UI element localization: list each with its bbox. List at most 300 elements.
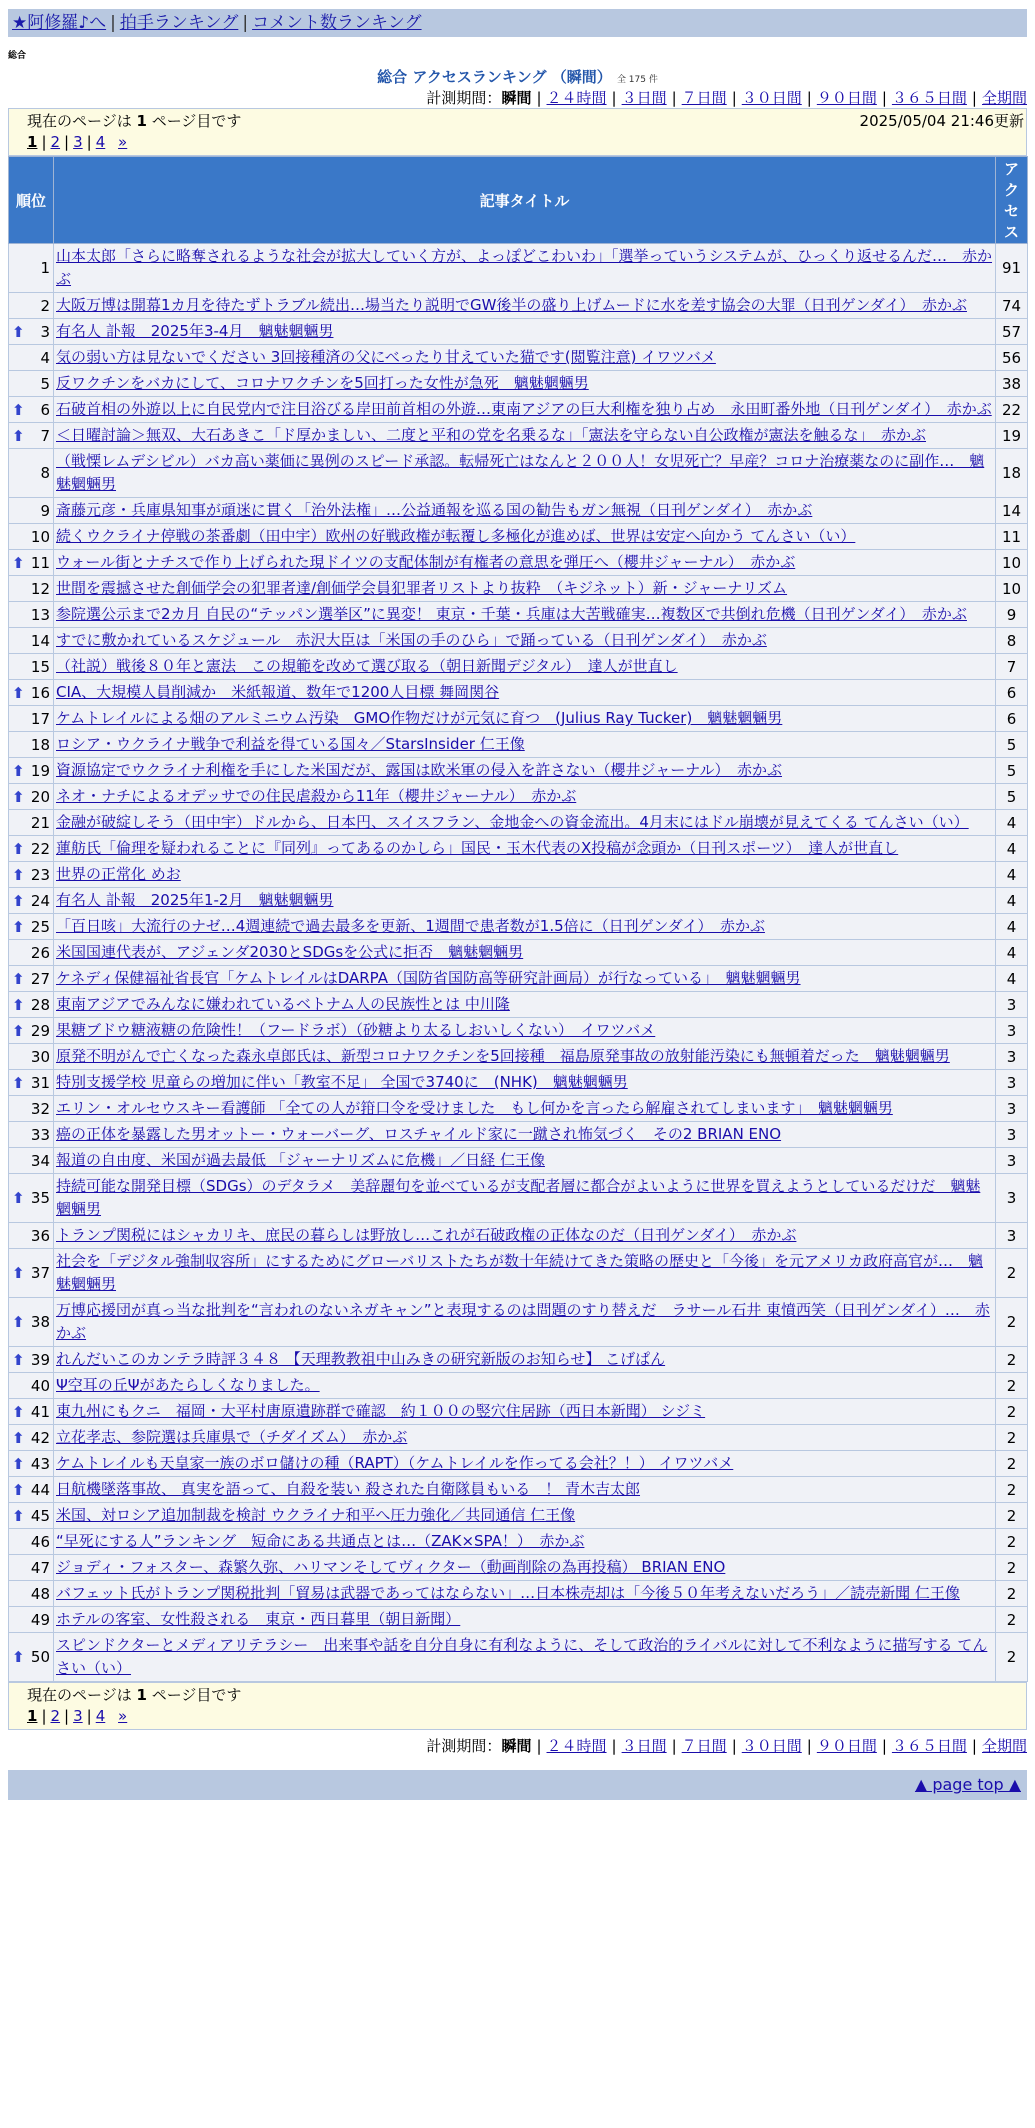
rank-cell — [9, 371, 54, 397]
page-separator: | — [64, 1707, 70, 1725]
access-count: 2 — [996, 1555, 1028, 1581]
access-count: 3 — [996, 1018, 1028, 1044]
rank-number: 36 — [30, 1226, 50, 1245]
home-link[interactable]: ★阿修羅♪へ — [12, 13, 107, 33]
table-row — [9, 784, 1028, 810]
rank-cell — [9, 1373, 54, 1399]
period-label: 計測期間： — [426, 89, 502, 107]
article-link[interactable]: 癌の正体を暴露した男オットー・ウォーバーグ、ロスチャイルド家に一蹴され怖気づく その2 BRIAN ENO — [56, 1125, 782, 1143]
page-status: 現在のページは 1 ページ目です — [27, 112, 242, 130]
table-row — [9, 423, 1028, 449]
rank-cell — [9, 423, 54, 449]
table-row — [9, 1425, 1028, 1451]
page-separator: | — [86, 1707, 92, 1725]
article-link[interactable]: Ψ空耳の丘Ψがあたらしくなりました。 — [56, 1376, 320, 1394]
article-link[interactable]: ウォール街とナチスで作り上げられた現ドイツの支配体制が有権者の意思を弾圧へ（櫻井ジャーナル） 赤かぶ — [56, 553, 796, 571]
access-count: 2 — [996, 1607, 1028, 1633]
table-row — [9, 498, 1028, 524]
rank-number: 37 — [30, 1264, 50, 1282]
up-arrow-icon: ⬆ — [12, 969, 25, 988]
access-count: 4 — [996, 966, 1028, 992]
article-link[interactable]: 蓮舫氏「倫理を疑われることに『同列』ってあるのかしら」国民・玉木代表のX投稿が念頭か（日刊スポーツ） 達人が世直し — [56, 839, 899, 857]
up-arrow-icon: ⬆ — [12, 553, 25, 572]
access-count: 4 — [996, 914, 1028, 940]
period-link[interactable]: ３０日間 — [741, 89, 802, 107]
page-title-text: 総合 アクセスランキング （瞬間） — [377, 68, 612, 86]
rank-cell — [9, 397, 54, 423]
rank-cell — [9, 1399, 54, 1425]
table-row — [9, 1018, 1028, 1044]
title-cell — [54, 810, 996, 836]
rank-cell — [9, 1070, 54, 1096]
rank-number: 40 — [30, 1376, 50, 1395]
article-link[interactable]: 果糖ブドウ糖液糖の危険性！（フードラボ）（砂糖より太るしおいしくない） イワツバメ — [56, 1021, 656, 1039]
title-cell — [54, 345, 996, 371]
access-count: 8 — [996, 628, 1028, 654]
clap-ranking-link[interactable]: 拍手ランキング — [119, 13, 239, 33]
period-separator: | — [536, 1737, 542, 1755]
rank-cell — [9, 784, 54, 810]
up-arrow-icon: ⬆ — [12, 1428, 25, 1447]
article-link[interactable]: 日航機墜落事故、 真実を語って、自殺を装い 殺された自衛隊員もいる ！ 青木吉太郎 — [56, 1480, 641, 1498]
up-arrow-icon: ⬆ — [12, 1264, 25, 1282]
rank-cell — [9, 524, 54, 550]
title-cell — [54, 602, 996, 628]
access-count: 91 — [996, 244, 1028, 293]
rank-cell — [9, 628, 54, 654]
rank-number: 26 — [30, 943, 50, 962]
up-arrow-icon: ⬆ — [12, 1480, 25, 1499]
table-row — [9, 345, 1028, 371]
article-link[interactable]: 石破首相の外遊以上に自民党内で注目浴びる岸田前首相の外遊…東南アジアの巨大利権を独り占め 永田町番外地（日刊ゲンダイ） 赤かぶ — [56, 400, 992, 418]
page-separator: | — [64, 133, 70, 151]
access-count: 2 — [996, 1425, 1028, 1451]
comment-ranking-link[interactable]: コメント数ランキング — [252, 13, 422, 33]
article-link[interactable]: 斎藤元彦・兵庫県知事が頑迷に貫く「治外法権」…公益通報を巡る国の勧告もガン無視（日刊ゲンダイ） 赤かぶ — [56, 501, 813, 519]
access-count: 10 — [996, 550, 1028, 576]
article-link[interactable]: ネオ・ナチによるオデッサでの住民虐殺から11年（櫻井ジャーナル） 赤かぶ — [56, 787, 577, 805]
period-link[interactable]: ２４時間 — [546, 89, 607, 107]
pager-top — [8, 108, 1027, 156]
period-link[interactable]: ３６５日間 — [891, 1737, 967, 1755]
table-row — [9, 244, 1028, 293]
table-row — [9, 1223, 1028, 1249]
rank-cell — [9, 1529, 54, 1555]
title-cell — [54, 397, 996, 423]
access-header: アクセス — [996, 157, 1028, 244]
up-arrow-icon: ⬆ — [12, 1648, 25, 1666]
rank-cell — [9, 836, 54, 862]
rank-cell — [9, 1503, 54, 1529]
period-link[interactable]: ９０日間 — [816, 89, 877, 107]
up-arrow-icon: ⬆ — [12, 761, 25, 780]
access-count: 2 — [996, 1477, 1028, 1503]
rank-cell — [9, 1581, 54, 1607]
table-row — [9, 576, 1028, 602]
title-cell — [54, 1425, 996, 1451]
page-top-link[interactable]: ▲ page top ▲ — [914, 1775, 1021, 1794]
up-arrow-icon: ⬆ — [12, 1189, 25, 1207]
article-link[interactable]: 山本太郎「さらに略奪されるような社会が拡大していく方が、よっぽどこわいわ」「選挙っていうシステムが、ひっくり返せるんだ… 赤かぶ — [56, 247, 993, 288]
article-link[interactable]: 反ワクチンをバカにして、コロナワクチンを5回打った女性が急死 魑魅魍魎男 — [56, 374, 589, 392]
article-link[interactable]: ホテルの客室、女性殺される 東京・西日暮里（朝日新聞） — [56, 1610, 461, 1628]
period-link[interactable]: ３０日間 — [741, 1737, 802, 1755]
article-link[interactable]: 万博応援団が真っ当な批判を“言われのないネガキャン”と表現するのは問題のすり替えだ ラサール石井 東憤西笑（日刊ゲンダイ）… 赤かぶ — [56, 1301, 990, 1342]
access-count: 18 — [996, 449, 1028, 498]
table-row — [9, 1503, 1028, 1529]
page-link[interactable]: 4 — [95, 133, 106, 151]
category-label: 総合 — [8, 51, 27, 61]
article-link[interactable]: 「百日咳」大流行のナゼ…4週連続で過去最多を更新、1週間で患者数が1.5倍に（日刊ゲンダイ） 赤かぶ — [56, 917, 765, 935]
article-link[interactable]: 報道の自由度、米国が過去最低 「ジャーナリズムに危機」／日経 仁王像 — [56, 1151, 545, 1169]
rank-number: 12 — [30, 579, 50, 598]
table-row — [9, 1607, 1028, 1633]
title-cell — [54, 732, 996, 758]
rank-number: 24 — [30, 891, 50, 910]
article-link[interactable]: 金融が破綻しそう（田中宇）ドルから、日本円、スイスフラン、金地金への資金流出。4月末にはドル崩壊が見えてくる てんさい（い） — [56, 813, 969, 831]
table-row — [9, 1451, 1028, 1477]
title-cell — [54, 1070, 996, 1096]
rank-number: 16 — [30, 683, 50, 702]
period-selector-bottom — [8, 1733, 1027, 1759]
page-current: 1 — [27, 133, 38, 151]
article-link[interactable]: 気の弱い方は見ないでください 3回接種済の父にべったり甘えていた猫です(閲覧注意) イワツバメ — [56, 348, 716, 366]
table-row — [9, 397, 1028, 423]
title-cell — [54, 1347, 996, 1373]
rank-number: 33 — [30, 1125, 50, 1144]
table-row — [9, 1581, 1028, 1607]
rank-number: 47 — [30, 1558, 50, 1577]
article-link[interactable]: ケムトレイルも天皇家一族のボロ儲けの種（RAPT）（ケムトレイルを作ってる会社？！） イワツバメ — [56, 1454, 734, 1472]
title-cell — [54, 1633, 996, 1682]
period-link[interactable]: ３６５日間 — [891, 89, 967, 107]
table-row — [9, 1096, 1028, 1122]
article-link[interactable]: エリン・オルセウスキー看護師 「全ての人が箝口令を受けました もし何かを言ったら解雇されてしまいます」 魑魅魍魎男 — [56, 1099, 893, 1117]
rank-number: 41 — [30, 1402, 50, 1421]
table-row — [9, 371, 1028, 397]
article-link[interactable]: 有名人 訃報 2025年3-4月 魑魅魍魎男 — [56, 322, 334, 340]
access-count: 2 — [996, 1581, 1028, 1607]
rank-cell — [9, 680, 54, 706]
rank-cell — [9, 1607, 54, 1633]
table-row — [9, 758, 1028, 784]
access-count: 3 — [996, 992, 1028, 1018]
article-link[interactable]: 米国、対ロシア追加制裁を検討 ウクライナ和平へ圧力強化／共同通信 仁王像 — [56, 1506, 576, 1524]
rank-number: 28 — [30, 995, 50, 1014]
article-link[interactable]: CIA、大規模人員削減か 米紙報道、数年で1200人目標 舞岡関谷 — [56, 683, 500, 701]
article-link[interactable]: 社会を「デジタル強制収容所」にするためにグローバリストたちが数十年続けてきた策略の歴史と「今後」を元アメリカ政府高官が… 魑魅魍魎男 — [56, 1252, 984, 1293]
rank-cell — [9, 706, 54, 732]
rank-number: 39 — [30, 1350, 50, 1369]
title-cell — [54, 1581, 996, 1607]
title-cell — [54, 992, 996, 1018]
table-row — [9, 732, 1028, 758]
access-count: 3 — [996, 1223, 1028, 1249]
rank-cell — [9, 345, 54, 371]
up-arrow-icon: ⬆ — [12, 839, 25, 858]
article-link[interactable]: すでに敷かれているスケジュール 赤沢大臣は「米国の手のひら」で踊っている（日刊ゲンダイ） 赤かぶ — [56, 631, 767, 649]
page-separator: | — [86, 133, 92, 151]
access-count: 5 — [996, 758, 1028, 784]
table-row — [9, 1555, 1028, 1581]
article-link[interactable]: 参院選公示まで2カ月 自民の“テッパン選挙区”に異変！ 東京・千葉・兵庫は大苦戦確実…複数区で共倒れ危機（日刊ゲンダイ） 赤かぶ — [56, 605, 967, 623]
article-link[interactable]: “早死にする人”ランキング 短命にある共通点とは…（ZAK×SPA！） 赤かぶ — [56, 1532, 585, 1550]
period-link[interactable]: ９０日間 — [816, 1737, 877, 1755]
rank-cell — [9, 449, 54, 498]
up-arrow-icon: ⬆ — [12, 400, 25, 419]
article-link[interactable]: 世界の正常化 めお — [56, 865, 181, 883]
access-count: 56 — [996, 345, 1028, 371]
table-row — [9, 550, 1028, 576]
article-link[interactable]: トランプ関税にはシャカリキ、庶民の暮らしは野放し…これが石破政権の正体なのだ（日刊ゲンダイ） 赤かぶ — [56, 1226, 797, 1244]
access-count: 5 — [996, 732, 1028, 758]
rank-cell — [9, 293, 54, 319]
article-link[interactable]: スピンドクターとメディアリテラシー 出来事や話を自分自身に有利なように、そして政治的ライバルに対して不利なように描写する てんさい（い） — [56, 1636, 988, 1677]
title-cell — [54, 1044, 996, 1070]
rank-cell — [9, 1148, 54, 1174]
table-row — [9, 1148, 1028, 1174]
period-separator: | — [806, 1737, 812, 1755]
access-count: 4 — [996, 836, 1028, 862]
rank-number: 21 — [30, 813, 50, 832]
article-link[interactable]: 東南アジアでみんなに嫌われているベトナム人の民族性とは 中川隆 — [56, 995, 510, 1013]
table-row — [9, 940, 1028, 966]
access-count: 2 — [996, 1373, 1028, 1399]
up-arrow-icon: ⬆ — [12, 891, 25, 910]
period-separator: | — [611, 1737, 617, 1755]
period-link[interactable]: ３日間 — [621, 1737, 667, 1755]
title-cell — [54, 1249, 996, 1298]
rank-cell — [9, 1096, 54, 1122]
rank-cell — [9, 244, 54, 293]
rank-number: 50 — [30, 1648, 50, 1666]
ranking-table — [8, 156, 1028, 1682]
up-arrow-icon: ⬆ — [12, 917, 25, 936]
title-cell — [54, 966, 996, 992]
rank-header: 順位 — [9, 157, 54, 244]
title-cell — [54, 680, 996, 706]
article-link[interactable]: ジョディ・フォスター、森繁久弥、ハリマンそしてヴィクター（動画削除の為再投稿） BRIAN ENO — [56, 1558, 726, 1576]
access-count: 74 — [996, 293, 1028, 319]
table-row — [9, 888, 1028, 914]
table-row — [9, 836, 1028, 862]
article-link[interactable]: 原発不明がんで亡くなった森永卓郎氏は、新型コロナワクチンを5回接種 福島原発事故の放射能汚染にも無頓着だった 魑魅魍魎男 — [56, 1047, 950, 1065]
rank-number: 35 — [30, 1189, 50, 1207]
access-count: 14 — [996, 498, 1028, 524]
up-arrow-icon: ⬆ — [12, 683, 25, 702]
table-row — [9, 1633, 1028, 1682]
up-arrow-icon: ⬆ — [12, 426, 25, 445]
title-cell — [54, 293, 996, 319]
rank-number: 17 — [30, 709, 50, 728]
table-row — [9, 628, 1028, 654]
access-count: 3 — [996, 1096, 1028, 1122]
rank-number: 8 — [40, 464, 50, 482]
title-cell — [54, 498, 996, 524]
article-link[interactable]: 東九州にもクニ 福岡・大平村唐原遺跡群で確認 約１００の竪穴住居跡（西日本新聞） シジミ — [56, 1402, 706, 1420]
up-arrow-icon: ⬆ — [12, 787, 25, 806]
rank-number: 19 — [30, 761, 50, 780]
rank-cell — [9, 810, 54, 836]
rank-number: 13 — [30, 605, 50, 624]
rank-number: 43 — [30, 1454, 50, 1473]
period-separator: | — [671, 89, 677, 107]
table-row — [9, 966, 1028, 992]
up-arrow-icon: ⬆ — [12, 1313, 25, 1331]
rank-number: 20 — [30, 787, 50, 806]
title-cell — [54, 319, 996, 345]
table-row — [9, 914, 1028, 940]
rank-number: 3 — [40, 322, 50, 341]
article-link[interactable]: 持続可能な開発目標（SDGs）のデタラメ 美辞麗句を並べているが支配者層に都合がよいように世界を買えようとしているだけだ 魑魅魍魎男 — [56, 1177, 981, 1218]
rank-cell — [9, 576, 54, 602]
access-count: 6 — [996, 680, 1028, 706]
footer-bar — [8, 1770, 1027, 1800]
table-row — [9, 1298, 1028, 1347]
rank-number: 23 — [30, 865, 50, 884]
article-link[interactable]: ケネディ保健福祉省長官「ケムトレイルはDARPA（国防省国防高等研究計画局）が行なっている」 魑魅魍魎男 — [56, 969, 801, 987]
nav-separator: | — [242, 13, 249, 33]
page-links — [9, 132, 1026, 153]
period-separator: | — [881, 1737, 887, 1755]
next-page-link[interactable]: » — [118, 1707, 128, 1725]
title-cell — [54, 1373, 996, 1399]
up-arrow-icon: ⬆ — [12, 1073, 25, 1092]
period-separator: | — [536, 89, 542, 107]
rank-number: 48 — [30, 1584, 50, 1603]
article-link[interactable]: （戦慄レムデシビル）バカ高い薬価に異例のスピード承認。転帰死亡はなんと２００人！女児死亡？早産？コロナ治療薬なのに副作… 魑魅魍魎男 — [56, 452, 985, 493]
article-link[interactable]: ＜日曜討論＞無双、大石あきこ「ド厚かましい、二度と平和の党を名乗るな」「憲法を守らない自公政権が憲法を触るな」 赤かぶ — [56, 426, 927, 444]
rank-cell — [9, 1555, 54, 1581]
period-separator: | — [881, 89, 887, 107]
table-row — [9, 602, 1028, 628]
rank-number: 6 — [40, 400, 50, 419]
title-cell — [54, 524, 996, 550]
article-link[interactable]: 大阪万博は開幕1カ月を待たずトラブル続出…場当たり説明でGW後半の盛り上げムードに水を差す協会の大罪（日刊ゲンダイ） 赤かぶ — [56, 296, 967, 314]
period-link[interactable]: ７日間 — [681, 1737, 727, 1755]
article-link[interactable]: ケムトレイルによる畑のアルミニウム汚染 GMO作物だけが元気に育つ (Julius Ray Tucker) 魑魅魍魎男 — [56, 709, 783, 727]
period-separator: | — [806, 89, 812, 107]
rank-cell — [9, 1451, 54, 1477]
title-cell — [54, 1223, 996, 1249]
rank-cell — [9, 1223, 54, 1249]
title-cell — [54, 654, 996, 680]
table-row — [9, 1044, 1028, 1070]
rank-cell — [9, 1174, 54, 1223]
title-cell — [54, 758, 996, 784]
access-count: 3 — [996, 1148, 1028, 1174]
rank-number: 10 — [30, 527, 50, 546]
rank-number: 7 — [40, 426, 50, 445]
rank-number: 30 — [30, 1047, 50, 1066]
article-link[interactable]: 有名人 訃報 2025年1-2月 魑魅魍魎男 — [56, 891, 334, 909]
rank-number: 34 — [30, 1151, 50, 1170]
table-row — [9, 1373, 1028, 1399]
page-title — [8, 66, 1027, 85]
access-count: 3 — [996, 1070, 1028, 1096]
access-count: 3 — [996, 1122, 1028, 1148]
article-link[interactable]: 世間を震撼させた創価学会の犯罪者達/創価学会員犯罪者リストより抜粋 （キジネット）新・ジャーナリズム — [56, 579, 788, 597]
title-cell — [54, 888, 996, 914]
access-count: 22 — [996, 397, 1028, 423]
period-link[interactable]: ３日間 — [621, 89, 667, 107]
period-link[interactable]: ２４時間 — [546, 1737, 607, 1755]
page-link[interactable]: 3 — [73, 133, 83, 151]
title-cell — [54, 1529, 996, 1555]
article-link[interactable]: 米国国連代表が、アジェンダ2030とSDGsを公式に拒否 魑魅魍魎男 — [56, 943, 524, 961]
rank-number: 2 — [40, 296, 50, 315]
access-count: 3 — [996, 1044, 1028, 1070]
table-row — [9, 1070, 1028, 1096]
rank-cell — [9, 602, 54, 628]
access-count: 4 — [996, 888, 1028, 914]
period-separator: | — [971, 89, 977, 107]
page-link[interactable]: 4 — [95, 1707, 106, 1725]
table-row — [9, 293, 1028, 319]
rank-cell — [9, 550, 54, 576]
title-cell — [54, 423, 996, 449]
rank-cell — [9, 1477, 54, 1503]
rank-number: 9 — [40, 501, 50, 520]
pager-bottom — [8, 1682, 1027, 1730]
article-link[interactable]: れんだいこのカンテラ時評３４８ 【天理教教祖中山みきの研究新版のお知らせ】 こげぱん — [56, 1350, 666, 1368]
rank-number: 4 — [40, 348, 50, 367]
title-cell — [54, 244, 996, 293]
period-link[interactable]: 全期間 — [981, 89, 1027, 107]
access-count: 5 — [996, 784, 1028, 810]
article-link[interactable]: 続くウクライナ停戦の茶番劇（田中宇）欧州の好戦政権が転覆し多極化が進めば、世界は安定へ向かう てんさい（い） — [56, 527, 856, 545]
period-link[interactable]: ７日間 — [681, 89, 727, 107]
rank-cell — [9, 498, 54, 524]
rank-cell — [9, 914, 54, 940]
table-row — [9, 654, 1028, 680]
table-row — [9, 810, 1028, 836]
rank-cell — [9, 966, 54, 992]
page-link[interactable]: 2 — [50, 133, 61, 151]
page-link[interactable]: 3 — [73, 1707, 83, 1725]
rank-cell — [9, 1298, 54, 1347]
article-link[interactable]: 特別支援学校 児童らの増加に伴い「教室不足」 全国で3740に (NHK) 魑魅魍魎男 — [56, 1073, 628, 1091]
period-link[interactable]: 全期間 — [981, 1737, 1027, 1755]
title-cell — [54, 1607, 996, 1633]
title-cell — [54, 576, 996, 602]
up-arrow-icon: ⬆ — [12, 322, 25, 341]
article-link[interactable]: 資源協定でウクライナ利権を手にした米国だが、露国は欧米軍の侵入を許さない（櫻井ジャーナル） 赤かぶ — [56, 761, 783, 779]
period-separator: | — [671, 1737, 677, 1755]
rank-cell — [9, 732, 54, 758]
table-row — [9, 449, 1028, 498]
article-link[interactable]: 立花孝志、参院選は兵庫県で（チダイズム） 赤かぶ — [56, 1428, 408, 1446]
access-count: 4 — [996, 862, 1028, 888]
up-arrow-icon: ⬆ — [12, 1402, 25, 1421]
title-cell — [54, 1148, 996, 1174]
title-cell — [54, 1174, 996, 1223]
access-count: 11 — [996, 524, 1028, 550]
access-count: 6 — [996, 706, 1028, 732]
title-cell — [54, 706, 996, 732]
access-count: 2 — [996, 1529, 1028, 1555]
table-row — [9, 1477, 1028, 1503]
table-header-row — [9, 157, 1028, 244]
title-cell — [54, 862, 996, 888]
access-count: 57 — [996, 319, 1028, 345]
article-link[interactable]: （社説）戦後８０年と憲法 この規範を改めて選び取る（朝日新聞デジタル） 達人が世直し — [56, 657, 678, 675]
next-page-link[interactable]: » — [118, 133, 128, 151]
page-separator: | — [41, 1707, 47, 1725]
article-link[interactable]: バフェット氏がトランプ関税批判「貿易は武器であってはならない」…日本株売却は「今後５０年考えないだろう」／読売新聞 仁王像 — [56, 1584, 960, 1602]
article-link[interactable]: ロシア・ウクライナ戦争で利益を得ている国々／StarsInsider 仁王像 — [56, 735, 525, 753]
page-link[interactable]: 2 — [50, 1707, 61, 1725]
